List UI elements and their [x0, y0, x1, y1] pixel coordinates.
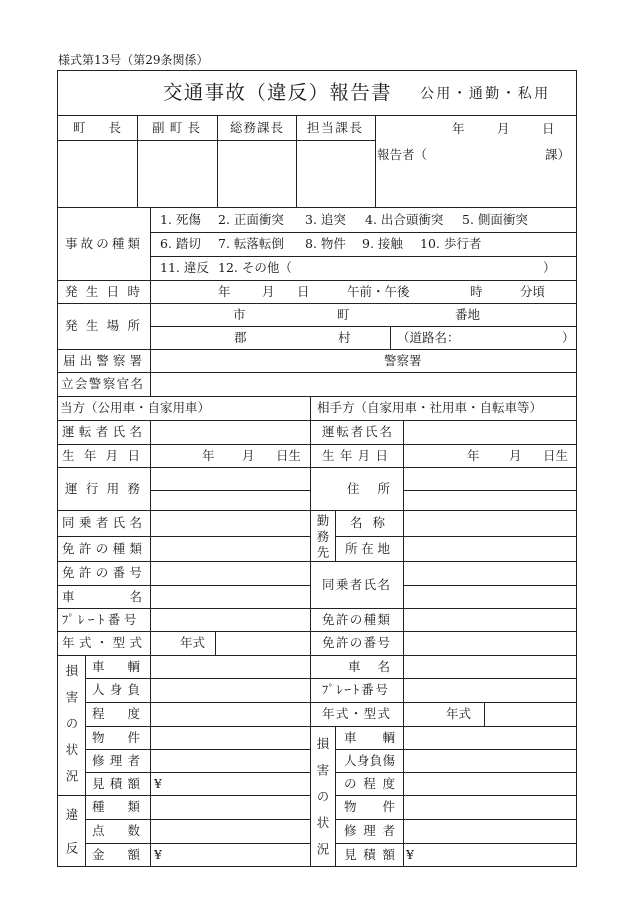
- accident-type-option: 9. 接触: [362, 236, 403, 251]
- table-rule-horizontal: [335, 843, 577, 844]
- place-road-name-label: （道路名：: [397, 330, 460, 345]
- own-model-year-label: 年式・型式: [62, 635, 142, 650]
- report-date-day: 日: [542, 121, 555, 136]
- other-damage-vehicle-label: 車輌: [344, 730, 395, 745]
- other-car-name-label: 車名: [348, 659, 390, 674]
- table-rule-horizontal: [85, 843, 311, 844]
- other-driver-name-label: 運転者氏名: [322, 424, 392, 439]
- own-damage-estimate-label: 見積額: [92, 776, 140, 791]
- table-rule-vertical: [403, 420, 404, 867]
- own-violation-amount-yen: ¥: [154, 847, 162, 862]
- table-rule-horizontal: [85, 749, 311, 750]
- own-birth-day: 日生: [276, 448, 302, 463]
- form-title: 交通事故（違反）報告書: [163, 81, 392, 104]
- own-birth-month: 月: [242, 448, 255, 463]
- own-party-heading: 当方（公用車・自家用車）: [60, 400, 211, 415]
- table-rule-horizontal: [85, 678, 311, 679]
- own-license-type-label: 免許の種類: [62, 541, 142, 556]
- table-rule-horizontal: [150, 490, 311, 491]
- place-city: 市: [233, 307, 246, 322]
- table-rule-horizontal: [85, 726, 311, 727]
- table-rule-vertical: [150, 420, 151, 867]
- header-mayor: 町長: [73, 120, 121, 135]
- table-rule-horizontal: [57, 536, 311, 537]
- header-general-affairs-chief: 総務課長: [230, 120, 283, 135]
- table-rule-vertical: [217, 115, 218, 208]
- usage-options: 公用・通勤・私用: [420, 86, 551, 102]
- table-rule-horizontal: [85, 702, 311, 703]
- attending-officer-label: 立会警察官名: [61, 376, 143, 391]
- place-town: 町: [337, 307, 350, 322]
- occurrence-hour: 時: [470, 284, 483, 299]
- header-deputy-mayor: 副町長: [152, 120, 200, 135]
- table-rule-horizontal: [310, 678, 577, 679]
- table-rule-horizontal: [57, 115, 577, 116]
- header-section-chief: 担当課長: [307, 120, 362, 135]
- report-date-year: 年: [452, 121, 465, 136]
- table-rule-horizontal: [57, 510, 577, 511]
- table-rule-vertical: [85, 655, 86, 867]
- own-purpose-label: 運行用務: [65, 481, 140, 496]
- table-rule-vertical: [390, 326, 391, 350]
- table-rule-vertical: [375, 115, 376, 208]
- table-rule-horizontal: [57, 444, 577, 445]
- table-rule-horizontal: [335, 536, 577, 537]
- place-county: 郡: [234, 330, 247, 345]
- other-damage-property-label: 物件: [344, 799, 395, 814]
- table-rule-vertical: [335, 510, 336, 562]
- own-damage-property-label: 物件: [92, 730, 140, 745]
- other-workplace-location-label: 所在地: [345, 541, 390, 556]
- table-rule-horizontal: [57, 795, 311, 796]
- accident-type-option: 10. 歩行者: [420, 236, 482, 251]
- own-birth-year: 年: [202, 448, 215, 463]
- table-rule-vertical: [296, 115, 297, 208]
- own-violation-amount-label: 金額: [92, 847, 140, 862]
- table-rule-horizontal: [335, 772, 577, 773]
- table-rule-horizontal: [57, 372, 577, 373]
- table-rule-horizontal: [403, 585, 577, 586]
- other-passenger-label: 同乗者氏名: [322, 577, 390, 592]
- place-road-name-close: ）: [562, 330, 575, 345]
- table-rule-horizontal: [310, 702, 577, 703]
- reporter-label: 報告者（: [377, 147, 428, 162]
- table-rule-vertical: [310, 396, 311, 867]
- occurrence-minute: 分頃: [520, 284, 546, 299]
- table-rule-horizontal: [85, 819, 311, 820]
- other-workplace-label: 勤務先: [315, 514, 330, 558]
- other-model-year-unit: 年式: [446, 706, 472, 721]
- place-lot: 番地: [455, 307, 481, 322]
- other-damage-injury-label: 人身負傷: [344, 753, 395, 768]
- occurrence-year: 年: [218, 284, 231, 299]
- other-address-label: 住所: [347, 481, 390, 496]
- table-rule-vertical: [150, 207, 151, 397]
- own-birth-date-label: 生年月日: [62, 448, 140, 463]
- table-rule-horizontal: [335, 795, 577, 796]
- table-rule-horizontal: [57, 349, 577, 350]
- table-rule-horizontal: [150, 256, 577, 257]
- table-rule-horizontal: [57, 207, 577, 208]
- own-license-number-label: 免許の番号: [62, 565, 142, 580]
- accident-type-option: 5. 側面衝突: [462, 212, 528, 227]
- place-village: 村: [338, 330, 351, 345]
- own-violation-points-label: 点数: [92, 823, 140, 838]
- own-damage-degree-label: 程度: [92, 706, 140, 721]
- other-license-number-label: 免許の番号: [322, 635, 390, 650]
- accident-type-option: 8. 物件: [305, 236, 346, 251]
- table-rule-horizontal: [85, 772, 311, 773]
- table-rule-horizontal: [57, 561, 577, 562]
- accident-type-option: 11. 違反: [160, 260, 209, 275]
- other-damage-estimate-label: 見積額: [344, 847, 395, 862]
- other-damage-repairer-label: 修理者: [344, 823, 395, 838]
- occurrence-ampm: 午前・午後: [347, 284, 410, 299]
- occurrence-datetime-label: 発生日時: [65, 284, 140, 299]
- own-car-name-label: 車名: [62, 589, 142, 604]
- table-rule-vertical: [335, 726, 336, 867]
- own-plate-label: ﾌﾟﾚｰﾄ番号: [62, 612, 140, 627]
- own-violation-type-label: 種類: [92, 799, 140, 814]
- own-passenger-label: 同乗者氏名: [62, 515, 142, 530]
- police-station-suffix: 警察署: [384, 353, 422, 368]
- table-rule-vertical: [484, 702, 485, 727]
- table-rule-horizontal: [150, 326, 577, 327]
- other-damage-degree-label: の程度: [344, 776, 395, 791]
- table-rule-horizontal: [57, 280, 577, 281]
- own-damage-estimate-yen: ¥: [154, 776, 162, 791]
- other-birth-date-label: 生年月日: [322, 448, 388, 463]
- table-rule-horizontal: [57, 608, 577, 609]
- other-birth-month: 月: [509, 448, 522, 463]
- other-plate-label: ﾌﾟﾚｰﾄ番号: [322, 682, 390, 697]
- other-damage-estimate-yen: ¥: [406, 847, 414, 862]
- accident-type-option: 6. 踏切: [160, 236, 201, 251]
- occurrence-day: 日: [297, 284, 310, 299]
- own-damage-repairer-label: 修理者: [92, 753, 140, 768]
- other-birth-day: 日生: [543, 448, 569, 463]
- other-license-type-label: 免許の種類: [322, 612, 390, 627]
- accident-type-other-close-paren: ）: [543, 260, 556, 275]
- table-rule-horizontal: [335, 749, 577, 750]
- own-damage-vehicle-label: 車輌: [92, 659, 140, 674]
- table-rule-horizontal: [57, 303, 577, 304]
- accident-type-option: 3. 追突: [305, 212, 346, 227]
- own-driver-name-label: 運転者氏名: [62, 424, 142, 439]
- accident-type-option: 4. 出合頭衝突: [365, 212, 444, 227]
- accident-type-option: 7. 転落転倒: [218, 236, 284, 251]
- other-damage-label: 損害の状況: [315, 737, 330, 855]
- table-rule-horizontal: [335, 819, 577, 820]
- table-rule-vertical: [137, 115, 138, 208]
- own-damage-label: 損害の状況: [64, 664, 79, 782]
- own-violation-label: 違反: [64, 808, 79, 854]
- accident-type-label: 事故の種類: [65, 236, 140, 251]
- other-workplace-name-label: 名称: [350, 515, 385, 530]
- accident-type-option-other: 12. その他（: [218, 260, 292, 275]
- table-rule-horizontal: [57, 655, 577, 656]
- table-rule-horizontal: [403, 490, 577, 491]
- own-model-year-unit: 年式: [180, 635, 206, 650]
- accident-type-option: 2. 正面衝突: [218, 212, 284, 227]
- other-model-year-label: 年式・型式: [322, 706, 390, 721]
- table-rule-horizontal: [310, 726, 577, 727]
- other-birth-year: 年: [467, 448, 480, 463]
- table-rule-horizontal: [150, 232, 577, 233]
- table-rule-horizontal: [57, 467, 577, 468]
- table-rule-horizontal: [57, 420, 577, 421]
- occurrence-place-label: 発生場所: [65, 318, 140, 333]
- form-number: 様式第13号（第29条関係）: [58, 53, 209, 67]
- table-rule-horizontal: [57, 396, 577, 397]
- table-rule-horizontal: [57, 631, 577, 632]
- table-rule-horizontal: [57, 585, 311, 586]
- own-damage-injury-label: 人身負: [92, 682, 140, 697]
- accident-type-option: 1. 死傷: [160, 212, 201, 227]
- report-date-month: 月: [497, 121, 510, 136]
- occurrence-month: 月: [262, 284, 275, 299]
- police-station-label: 届出警察署: [63, 353, 142, 368]
- other-party-heading: 相手方（自家用車・社用車・自転車等）: [317, 400, 543, 415]
- table-rule-vertical: [215, 631, 216, 656]
- reporter-section-suffix: 課）: [545, 147, 571, 162]
